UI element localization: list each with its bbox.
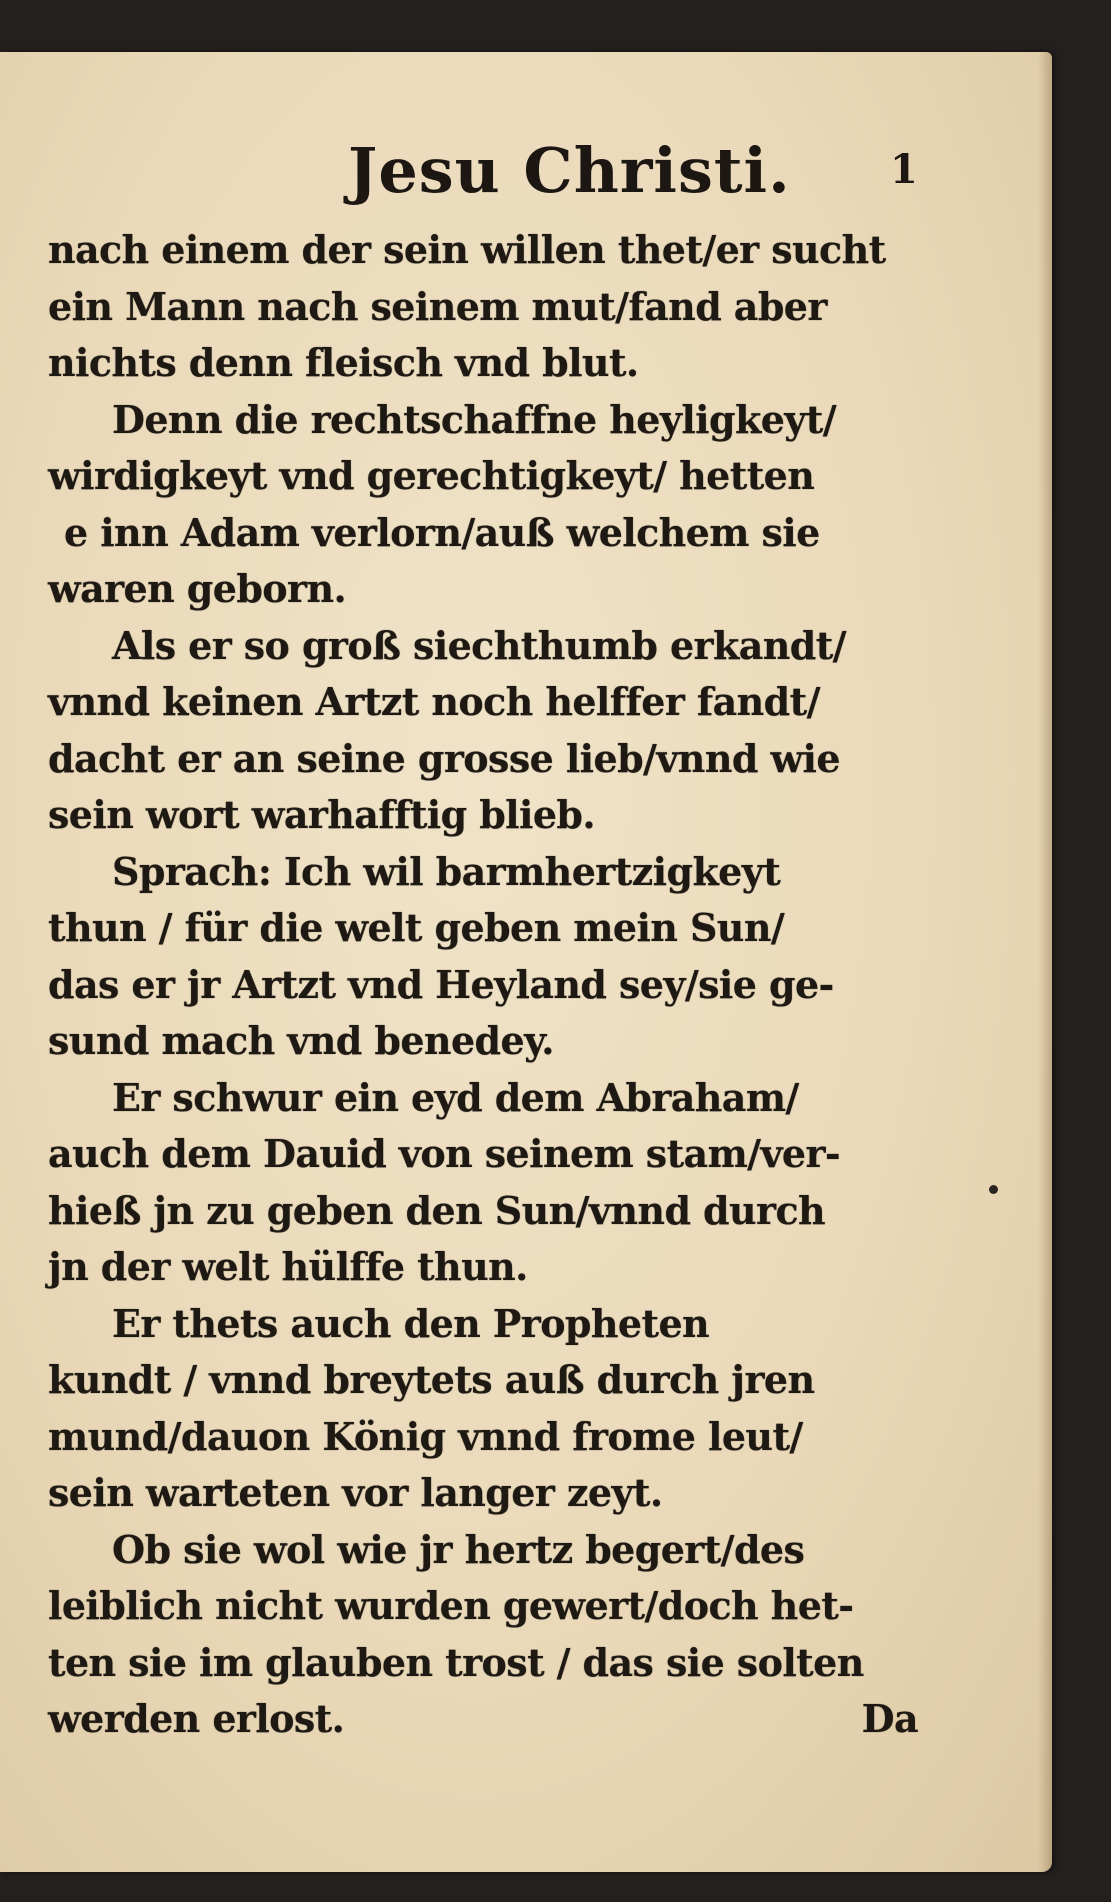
page-title: Jesu Christi. — [348, 134, 791, 207]
text-line: hieß jn zu geben den Sun/vnnd durch — [48, 1187, 826, 1233]
text-line: auch dem Dauid von seinem stam/ver- — [48, 1131, 841, 1176]
text-line: Sprach: Ich wil barmhertzigkeyt — [112, 848, 781, 894]
text-line: ten sie im glauben trost / das sie solten — [48, 1639, 864, 1685]
book-page — [0, 52, 1052, 1872]
text-line: Er thets auch den Propheten — [112, 1300, 710, 1346]
text-line: sein warteten vor langer zeyt. — [48, 1470, 663, 1515]
text-line: wirdigkeyt vnd gerechtigkeyt/ hetten — [48, 453, 815, 498]
text-line: nichts denn fleisch vnd blut. — [48, 340, 639, 385]
text-line: leiblich nicht wurden gewert/doch het- — [48, 1583, 854, 1628]
text-line: e inn Adam verlorn/auß welchem sie — [64, 509, 820, 555]
text-line: sein wort warhafftig blieb. — [48, 792, 596, 837]
text-line: Als er so groß siechthumb erkandt/ — [112, 622, 846, 668]
text-line: mund/dauon König vnnd frome leut/ — [48, 1413, 803, 1459]
running-head — [0, 134, 1052, 214]
text-line: sund mach vnd benedey. — [48, 1018, 554, 1063]
text-line: kundt / vnnd breytets auß durch jren — [48, 1357, 815, 1402]
text-line: Ob sie wol wie jr hertz begert/des — [112, 1526, 805, 1572]
text-line: werden erlost. — [48, 1696, 345, 1741]
text-line: nach einem der sein willen thet/er sucht — [48, 227, 886, 272]
text-line: Denn die rechtschaffne heyligkeyt/ — [112, 396, 836, 442]
text-line: jn der welt hülffe thun. — [48, 1244, 528, 1289]
last-line — [48, 1691, 918, 1748]
text-line: vnnd keinen Artzt noch helffer fandt/ — [48, 679, 820, 724]
text-line: waren geborn. — [48, 566, 347, 611]
catchword: Da — [861, 1696, 918, 1741]
text-line: thun / für die welt geben mein Sun/ — [48, 905, 785, 950]
text-line: dacht er an seine grosse lieb/vnnd wie — [48, 735, 840, 781]
text-line: ein Mann nach seinem mut/fand aber — [48, 283, 827, 329]
ink-spot — [989, 1185, 998, 1194]
folio-number: 1 — [890, 146, 918, 193]
text-line: Er schwur ein eyd dem Abraham/ — [112, 1074, 799, 1120]
text-block — [48, 222, 918, 1748]
text-line: das er jr Artzt vnd Heyland sey/sie ge- — [48, 961, 834, 1007]
